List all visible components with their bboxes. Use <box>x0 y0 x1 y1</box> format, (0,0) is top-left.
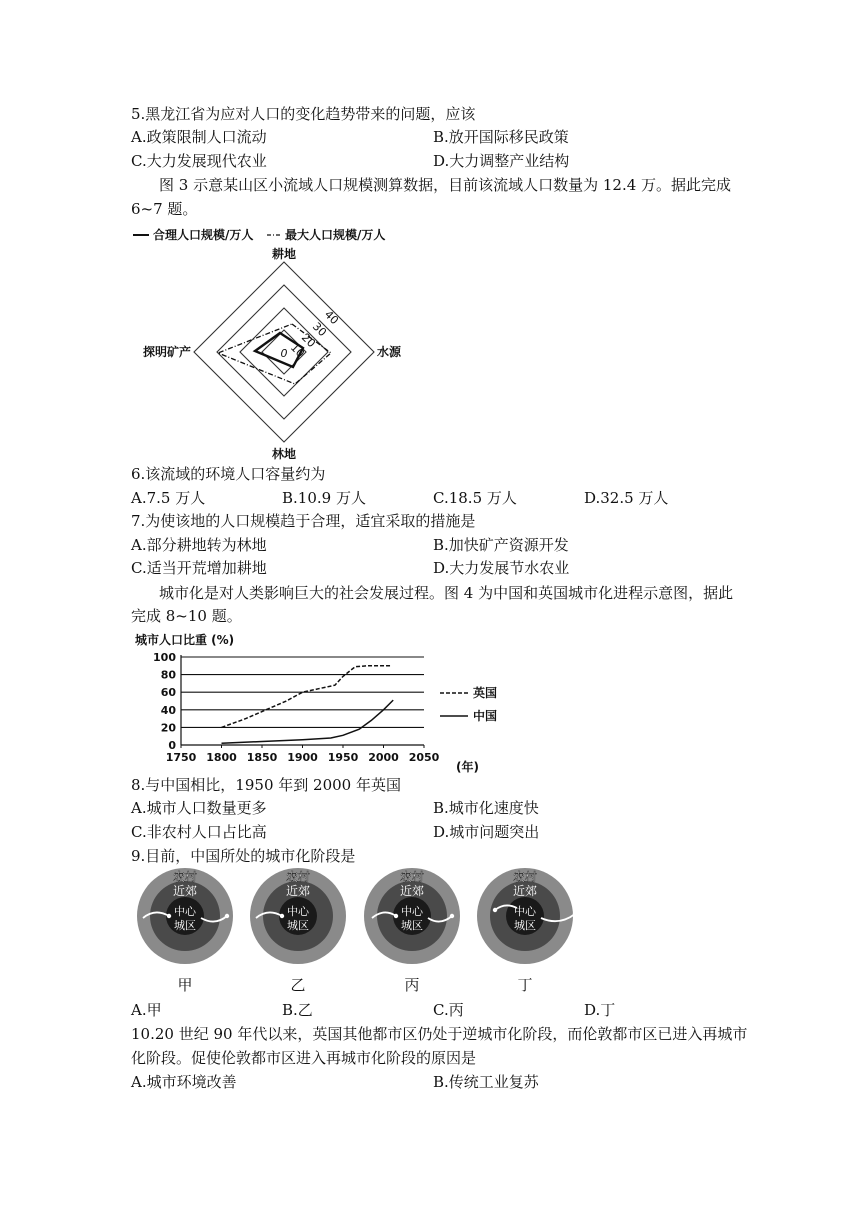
q5-option-c: C.大力发展现代农业 <box>131 152 267 170</box>
q9-option-c: C.丙 <box>433 1001 464 1019</box>
ring-label-city: 城区 <box>174 919 196 932</box>
q5-option-b: B.放开国际移民政策 <box>433 128 569 146</box>
stage-caption: 甲 <box>177 976 193 994</box>
legend-china: 中国 <box>473 709 498 723</box>
radar-axis-left: 探明矿产 <box>142 345 191 359</box>
q9-stem: 9.目前，中国所处的城市化阶段是 <box>131 847 356 865</box>
x-tick-label: 1750 <box>165 751 197 764</box>
q10-stem-line1: 10.20 世纪 90 年代以来，英国其他都市区仍处于逆城市化阶段，而伦敦都市区已进入再城市 <box>131 1025 748 1043</box>
radar-figure <box>131 222 431 462</box>
x-tick-label: 1850 <box>246 751 278 764</box>
stage-diagram-乙 <box>250 868 346 994</box>
arrow-head <box>573 912 577 916</box>
q9-option-b: B.乙 <box>282 1001 313 1019</box>
ring-label-city: 城区 <box>287 919 309 932</box>
intro-6-7-line1: 图 3 示意某山区小流域人口规模测算数据，目前该流域人口数量为 12.4 万。据此完成 <box>159 176 732 194</box>
ring-label-city: 城区 <box>514 919 536 932</box>
y-tick-label: 0 <box>168 739 176 752</box>
q7-option-b: B.加快矿产资源开发 <box>433 536 569 554</box>
q6-option-b: B.10.9 万人 <box>282 489 366 507</box>
y-tick-label: 40 <box>160 703 176 717</box>
ring-label-suburb: 近郊 <box>399 884 425 898</box>
legend-uk: 英国 <box>473 686 498 700</box>
ring-label-rural: 农村 <box>285 870 311 884</box>
arrow-head <box>450 914 454 918</box>
q6-option-d: D.32.5 万人 <box>584 489 669 507</box>
q7-option-c: C.适当开荒增加耕地 <box>131 559 267 577</box>
chart-x-ticks <box>166 745 440 764</box>
stage-diagram-丙 <box>364 868 460 994</box>
x-tick-label: 2050 <box>408 751 440 764</box>
urbanization-stage-diagrams <box>125 868 585 996</box>
chart-x-unit: (年) <box>456 760 479 773</box>
radar-ring-label-40: 40 <box>321 307 341 328</box>
chart-ylabel: 城市人口比重 (%) <box>135 633 235 647</box>
stage-diagram-甲 <box>137 868 233 994</box>
ring-label-rural: 农村 <box>512 870 538 884</box>
stage-caption: 丁 <box>517 976 533 994</box>
q8-option-c: C.非农村人口占比高 <box>131 823 267 841</box>
radar-ring-label-20: 20 <box>298 330 318 351</box>
radar-legend-dash: 最大人口规模/万人 <box>285 228 386 242</box>
q10-option-b: B.传统工业复苏 <box>433 1073 539 1091</box>
x-tick-label: 1950 <box>327 751 359 764</box>
q5-option-a: A.政策限制人口流动 <box>131 128 267 146</box>
radar-axis-top: 耕地 <box>271 247 297 261</box>
q10-stem-line2: 化阶段。促使伦敦都市区进入再城市化阶段的原因是 <box>131 1049 477 1067</box>
y-tick-label: 60 <box>160 686 176 700</box>
stage-diagram-丁 <box>477 868 577 994</box>
ring-label-rural: 农村 <box>172 870 198 884</box>
x-tick-label: 1800 <box>206 751 237 764</box>
q7-option-a: A.部分耕地转为林地 <box>131 536 267 554</box>
x-tick-label: 2000 <box>368 751 399 764</box>
ring-label-suburb: 近郊 <box>172 884 198 898</box>
intro-8-10-line1: 城市化是对人类影响巨大的社会发展过程。图 4 为中国和英国城市化进程示意图，据此 <box>159 584 734 602</box>
arrow-head <box>394 914 398 918</box>
stage-caption: 乙 <box>290 976 306 994</box>
q6-option-a: A.7.5 万人 <box>131 489 206 507</box>
chart-y-ticks <box>153 651 176 752</box>
y-tick-label: 80 <box>160 668 176 682</box>
ring-label-suburb: 近郊 <box>285 884 311 898</box>
ring-label-center: 中心 <box>401 905 423 918</box>
ring-label-suburb: 近郊 <box>512 884 538 898</box>
q8-option-b: B.城市化速度快 <box>433 799 539 817</box>
series-line-china <box>222 700 394 743</box>
stage-caption: 丙 <box>404 976 420 994</box>
q8-stem: 8.与中国相比，1950 年到 2000 年英国 <box>131 776 401 794</box>
q7-option-d: D.大力发展节水农业 <box>433 559 570 577</box>
y-tick-label: 20 <box>160 721 176 735</box>
chart-grid <box>181 655 424 745</box>
ring-label-center: 中心 <box>514 905 536 918</box>
intro-8-10-line2: 完成 8~10 题。 <box>131 607 242 625</box>
radar-ring-label-10: 10 <box>287 340 307 361</box>
q6-option-c: C.18.5 万人 <box>433 489 517 507</box>
radar-ring-label-0: 0 <box>280 347 288 360</box>
q6-stem: 6.该流域的环境人口容量约为 <box>131 465 326 483</box>
q8-option-a: A.城市人口数量更多 <box>131 799 267 817</box>
x-tick-label: 1900 <box>287 751 318 764</box>
q9-option-d: D.丁 <box>584 1001 616 1019</box>
q9-option-a: A.甲 <box>131 1001 162 1019</box>
radar-axis-right: 水源 <box>377 345 402 359</box>
arrow-head <box>280 914 284 918</box>
q7-stem: 7.为使该地的人口规模趋于合理，适宜采取的措施是 <box>131 512 476 530</box>
q10-option-a: A.城市环境改善 <box>131 1073 237 1091</box>
ring-label-center: 中心 <box>174 905 196 918</box>
radar-ring-label-30: 30 <box>309 319 329 340</box>
radar-axis-bottom: 林地 <box>271 447 297 461</box>
ring-label-rural: 农村 <box>399 870 425 884</box>
arrow-head <box>225 914 229 918</box>
ring-label-center: 中心 <box>287 905 309 918</box>
intro-6-7-line2: 6~7 题。 <box>131 200 198 218</box>
arrow-head <box>493 908 497 912</box>
q5-option-d: D.大力调整产业结构 <box>433 152 570 170</box>
y-tick-label: 100 <box>153 651 176 664</box>
arrow-head <box>167 914 171 918</box>
ring-label-city: 城区 <box>401 919 423 932</box>
urbanization-chart <box>131 628 511 773</box>
q5-stem: 5.黑龙江省为应对人口的变化趋势带来的问题，应该 <box>131 105 476 123</box>
q8-option-d: D.城市问题突出 <box>433 823 540 841</box>
radar-legend-solid: 合理人口规模/万人 <box>153 228 254 242</box>
